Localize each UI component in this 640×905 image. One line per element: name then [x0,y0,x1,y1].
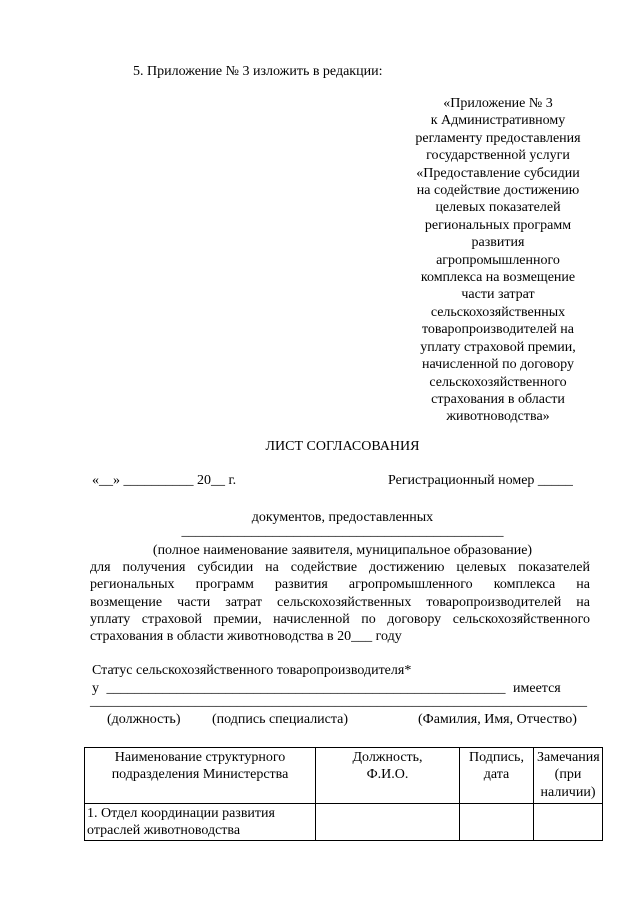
header-department [85,748,316,804]
signature-blank-line: _______________________________________________________________________ [90,694,587,709]
header-line: Должность, [352,750,423,765]
status-suffix: имеется [513,681,561,696]
appendix-header-line: развития [471,235,525,251]
table-header-row [85,748,603,804]
purpose-line: уплату страховой премии, начисленной по договору сельскохозяйственного [90,611,590,627]
header-line: подразделения Министерства [111,767,289,783]
header-line: Ф.И.О. [366,767,409,783]
appendix-header-line: агропромышленного [436,252,560,268]
status-prefix: у [92,681,99,696]
cell-remarks [534,804,603,841]
header-position-name [316,748,460,804]
applicant-blank-line: ______________________________________________ [181,524,504,539]
purpose-line: региональных программ развития агропромышленного комплекса на [90,577,590,593]
purpose-line: страхования в области животноводства в 20___ году [90,629,402,645]
department-line: отраслей животноводства [87,823,241,838]
header-signature-date [460,748,534,804]
appendix-header-line: региональных программ [424,217,572,233]
amendment-instruction: 5. Приложение № 3 изложить в редакции: [133,64,383,79]
documents-label: документов, предоставленных [251,510,434,525]
header-line: Подпись, [469,750,524,765]
caption-position: (должность) [107,712,181,727]
appendix-header-line: к Административному [430,113,566,129]
header-line: Замечания [537,750,600,765]
appendix-header-line: комплекса на возмещение [420,270,576,286]
purpose-line: возмещение части затрат сельскохозяйственных товаропроизводителей на [90,594,590,610]
appendix-header-line: уплату страховой премии, [420,339,576,355]
appendix-header-line: страхования в области [431,391,565,407]
approval-table [84,747,603,841]
table-row [85,804,603,841]
header-remarks [534,748,603,804]
appendix-header-line: «Предоставление субсидии [416,165,580,181]
purpose-line: для получения субсидии на содействие достижению целевых показателей [90,560,590,575]
appendix-header-line: регламенту предоставления [415,130,581,146]
appendix-header-line: начисленной по договору [422,357,574,373]
caption-full-name: (Фамилия, Имя, Отчество) [418,712,577,727]
appendix-header [398,95,598,426]
header-line: (при [554,767,582,783]
header-line: дата [483,767,510,783]
appendix-header-line: части затрат [461,287,535,303]
header-line: наличии) [540,784,596,800]
appendix-header-line: товаропроизводителей на [421,322,575,338]
header-line: Наименование структурного [114,750,286,765]
appendix-header-line: «Приложение № 3 [443,96,553,111]
status-blank: _________________________________________________________ [106,681,506,696]
date-line: «__» __________ 20__ г. [92,473,237,488]
department-line: 1. Отдел координации развития [87,806,275,821]
registration-number: Регистрационный номер _____ [388,473,573,488]
page-title: ЛИСТ СОГЛАСОВАНИЯ [265,439,420,454]
appendix-header-line: животноводства» [446,409,550,425]
purpose-paragraph [90,559,590,645]
appendix-header-line: целевых показателей [435,200,561,216]
appendix-header-line: на содействие достижению [416,183,580,199]
caption-signature: (подпись специалиста) [212,712,349,727]
status-label: Статус сельскохозяйственного товаропроизводителя* [92,663,412,678]
appendix-header-line: сельскохозяйственных [430,304,566,320]
appendix-header-line: сельскохозяйственного [429,374,567,390]
applicant-caption: (полное наименование заявителя, муниципальное образование) [152,543,533,558]
cell-signature-date [460,804,534,841]
cell-position-name [316,804,460,841]
cell-department [85,804,316,841]
appendix-header-line: государственной услуги [426,148,570,164]
